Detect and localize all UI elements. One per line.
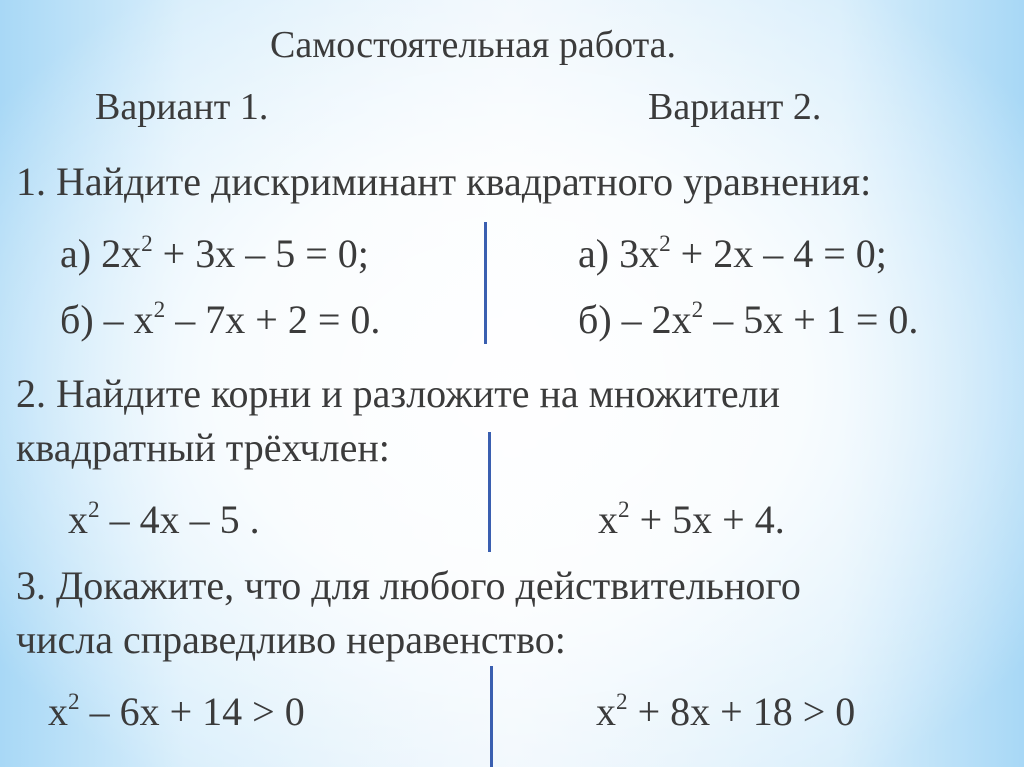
variant-1-heading: Вариант 1. — [95, 86, 269, 128]
task-2-v1-expression — [68, 497, 260, 542]
expr-post: + 3х – 5 = 0; — [152, 231, 369, 276]
exponent: 2 — [68, 689, 80, 716]
expr-pre: а) 2х — [60, 231, 142, 276]
task-2-prompt-line-2: квадратный трёхчлен: — [16, 425, 390, 470]
exponent: 2 — [618, 497, 630, 524]
exponent: 2 — [153, 297, 166, 324]
expr-post: + 5х + 4. — [629, 497, 785, 542]
expr-post: + 8х + 18 > 0 — [627, 689, 856, 734]
expr-pre: а) 3х — [578, 231, 660, 276]
variant-divider — [490, 666, 493, 767]
expr-pre: х — [596, 689, 616, 734]
exponent: 2 — [141, 231, 153, 258]
expr-post: – 6х + 14 > 0 — [79, 689, 305, 734]
variant-divider — [484, 222, 487, 344]
expr-pre: х — [68, 497, 88, 542]
task-1-v2-equation-b — [578, 297, 919, 342]
expr-pre: х — [48, 689, 68, 734]
task-2-v2-expression — [598, 497, 785, 542]
expr-post: – 7х + 2 = 0. — [165, 297, 381, 342]
page-title: Самостоятельная работа. — [270, 24, 677, 66]
task-1-v2-equation-a — [578, 231, 887, 276]
variant-divider — [488, 432, 491, 552]
expr-post: – 4х – 5 . — [99, 497, 260, 542]
task-2-prompt-line-1: 2. Найдите корни и разложите на множители — [16, 371, 780, 416]
task-3-prompt-line-1: 3. Докажите, что для любого действительного — [16, 563, 801, 608]
expr-pre: б) – 2х — [578, 297, 692, 342]
task-3-v1-inequality — [48, 689, 305, 734]
variant-2-heading: Вариант 2. — [648, 86, 822, 128]
task-1-v1-equation-a — [60, 231, 369, 276]
task-1-v1-equation-b — [60, 297, 381, 342]
expr-post: + 2х – 4 = 0; — [670, 231, 887, 276]
task-3-prompt-line-2: числа справедливо неравенство: — [16, 617, 566, 662]
exponent: 2 — [616, 689, 628, 716]
expr-pre: б) – х — [60, 297, 154, 342]
exponent: 2 — [659, 231, 671, 258]
expr-post: – 5х + 1 = 0. — [703, 297, 919, 342]
task-1-prompt: 1. Найдите дискриминант квадратного уравнения: — [16, 159, 872, 204]
exponent: 2 — [691, 297, 704, 324]
task-3-v2-inequality — [596, 689, 856, 734]
exponent: 2 — [88, 497, 100, 524]
expr-pre: х — [598, 497, 618, 542]
